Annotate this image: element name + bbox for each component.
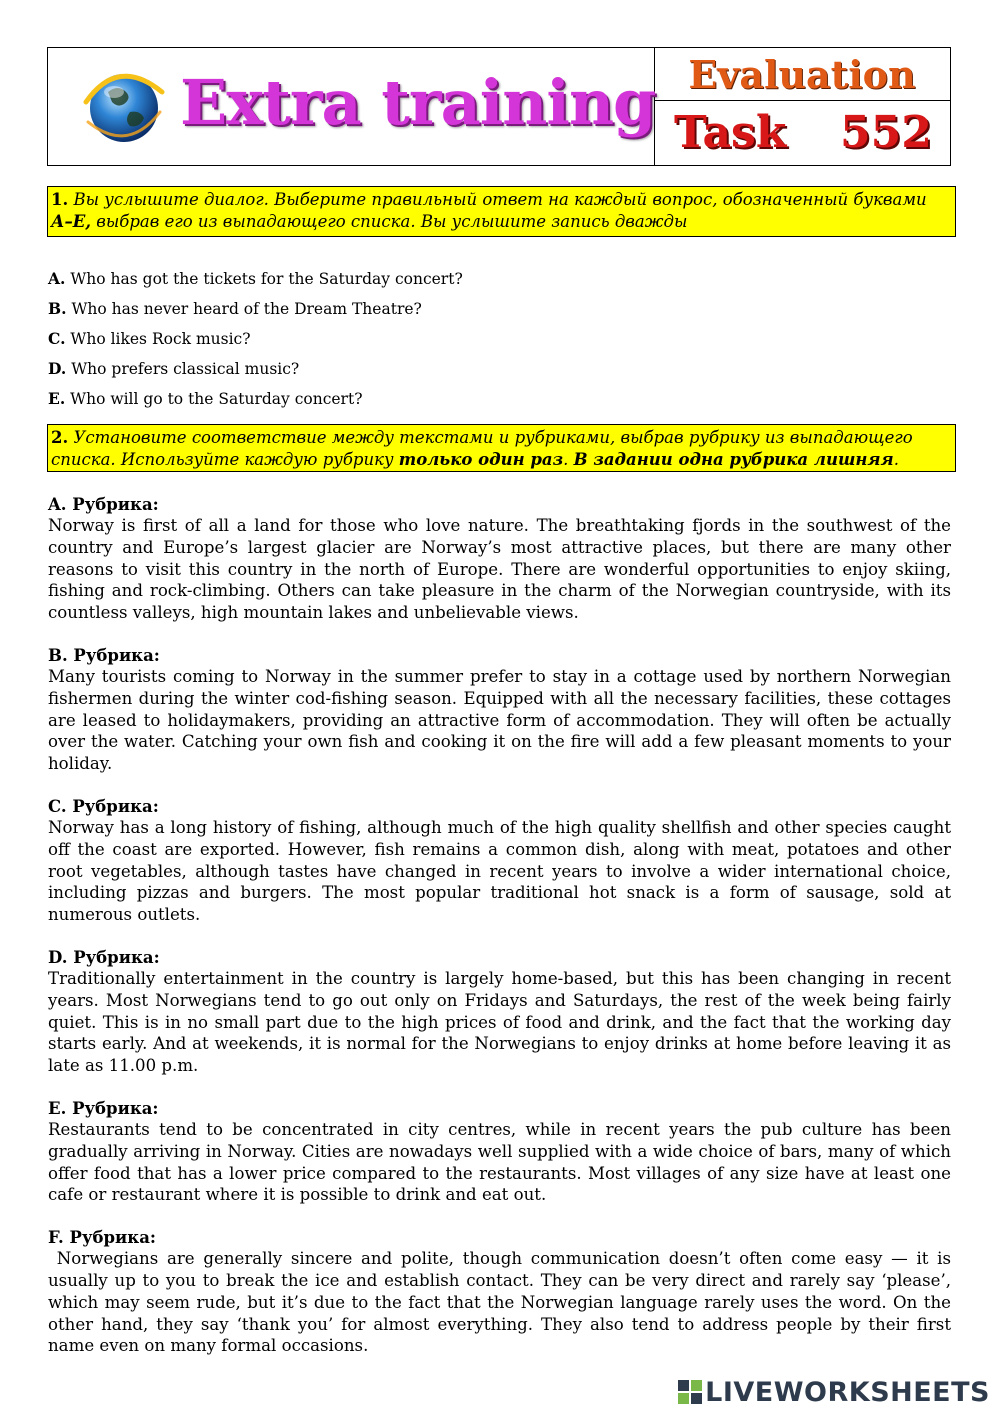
instruction-text-2: выбрав его из выпадающего списка. Вы услышите запись дважды <box>91 212 688 231</box>
text-block-d <box>48 947 957 1077</box>
block-body: Many tourists coming to Norway in the summer prefer to stay in a cottage used by northern Norwegian fishermen during the winter cod-fishing season. Equipped with all the necessary facilities, these cottages are leased to holidaymakers, providing an attractive form of accommodation. They will often be actually over the water. Catching your own fish and cooking it on the fire will add a few pleasant moments to your holiday. <box>48 666 957 774</box>
question-item <box>48 326 948 356</box>
block-heading: B. Рубрика: <box>48 645 160 665</box>
instruction-end: . <box>893 450 899 469</box>
liveworksheets-watermark <box>678 1375 990 1409</box>
block-heading: D. Рубрика: <box>48 947 160 967</box>
text-block-f <box>48 1227 957 1357</box>
globe-icon <box>78 62 166 150</box>
block-body: Norwegians are generally sincere and polite, though communication doesn’t often come easy — it is usually up to you to break the ice and establish contact. They can be very direct and rarely say ‘please’, which may seem rude, but it’s due to the fact that the Norwegian language rarely uses the word. On the other hand, they say ‘thank you’ for almost everything. They also tend to address people by their first name even on many formal occasions. <box>48 1249 957 1356</box>
evaluation-label: Evaluation <box>654 48 950 101</box>
instruction-2 <box>47 424 956 472</box>
instruction-number: 2. <box>51 428 69 447</box>
block-heading: E. Рубрика: <box>48 1098 159 1118</box>
question-letter: B. <box>48 299 67 318</box>
block-heading: A. Рубрика: <box>48 495 159 514</box>
question-letter: E. <box>48 389 66 408</box>
question-text: Who likes Rock music? <box>70 330 251 348</box>
task-cell <box>654 48 950 165</box>
question-letter: C. <box>48 329 66 348</box>
question-item <box>48 386 948 416</box>
block-body: Traditionally entertainment in the country is largely home-based, but this has been changing in recent years. Most Norwegians tend to go out only on Fridays and Saturdays, the rest of the week being fairly quiet. This is in no small part due to the high prices of food and drink, and the fact that the working day starts early. And at weekends, it is normal for the Norwegians to enjoy drinks at home before leaving it as late as 11.00 p.m. <box>48 968 957 1076</box>
question-text: Who prefers classical music? <box>71 360 300 378</box>
instruction-text: Вы услышите диалог. Выберите правильный ответ на каждый вопрос, обозначенный буквами <box>68 190 927 209</box>
question-text: Who will go to the Saturday concert? <box>70 390 363 408</box>
instruction-letters: А–Е, <box>51 212 92 231</box>
block-body: Norway is first of all a land for those who love nature. The breathtaking fjords in the southwest of the country and Europe’s largest glacier are Norway’s most attractive places, but there are many other reasons to visit this country in the north of Europe. There are wonderful opportunities to enjoy skiing, fishing and rock-climbing. Others can take pleasure in the charm of the Norwegian countryside, with its countless valleys, high mountain lakes and unbelievable views. <box>48 516 957 623</box>
instruction-bold-2: В задании одна рубрика лишняя <box>573 450 894 469</box>
task-number: 552 <box>840 107 932 158</box>
question-item <box>48 296 948 326</box>
question-text: Who has never heard of the Dream Theatre? <box>71 300 422 318</box>
instruction-1 <box>47 186 956 237</box>
instruction-number: 1. <box>51 190 69 209</box>
task-label <box>654 101 950 165</box>
question-list <box>48 266 948 416</box>
text-block-b <box>48 645 957 775</box>
brand-title: Extra training <box>180 66 656 139</box>
liveworksheets-logo-icon <box>678 1380 702 1404</box>
task-word: Task <box>674 107 787 158</box>
instruction-bold-1: только один раз <box>398 450 564 469</box>
text-block-c <box>48 796 957 926</box>
instruction-separator: . <box>563 450 574 469</box>
text-block-a <box>48 494 957 624</box>
block-heading: C. Рубрика: <box>48 796 159 816</box>
worksheet-header <box>47 47 951 166</box>
question-letter: A. <box>48 269 66 288</box>
question-item <box>48 266 948 296</box>
instruction-text: Установите соответствие между текстами и рубриками, выбрав рубрику из выпадающего списка. Используйте каждую рубрику <box>51 428 913 469</box>
question-letter: D. <box>48 359 67 378</box>
question-text: Who has got the tickets for the Saturday concert? <box>70 270 463 288</box>
block-heading: F. Рубрика: <box>48 1228 156 1248</box>
text-block-e <box>48 1098 957 1206</box>
block-body: Restaurants tend to be concentrated in city centres, while in recent years the pub culture has been gradually arriving in Norway. Cities are nowadays well supplied with a wide choice of bars, many of which offer food that has a lower price compared to the restaurants. Most villages of any size have at least one cafe or restaurant where it is possible to drink and eat out. <box>48 1119 957 1205</box>
question-item <box>48 356 948 386</box>
text-blocks <box>48 494 957 1378</box>
watermark-text: LIVEWORKSHEETS <box>705 1376 990 1408</box>
brand-cell <box>48 48 655 165</box>
block-body: Norway has a long history of fishing, although much of the high quality shellfish and other species caught off the coast are exported. However, fish remains a common dish, along with meat, potatoes and other root vegetables, although tastes have changed in recent years to involve a wider international choice, including pizzas and burgers. The most popular traditional hot snack is a form of sausage, sold at numerous outlets. <box>48 817 957 925</box>
